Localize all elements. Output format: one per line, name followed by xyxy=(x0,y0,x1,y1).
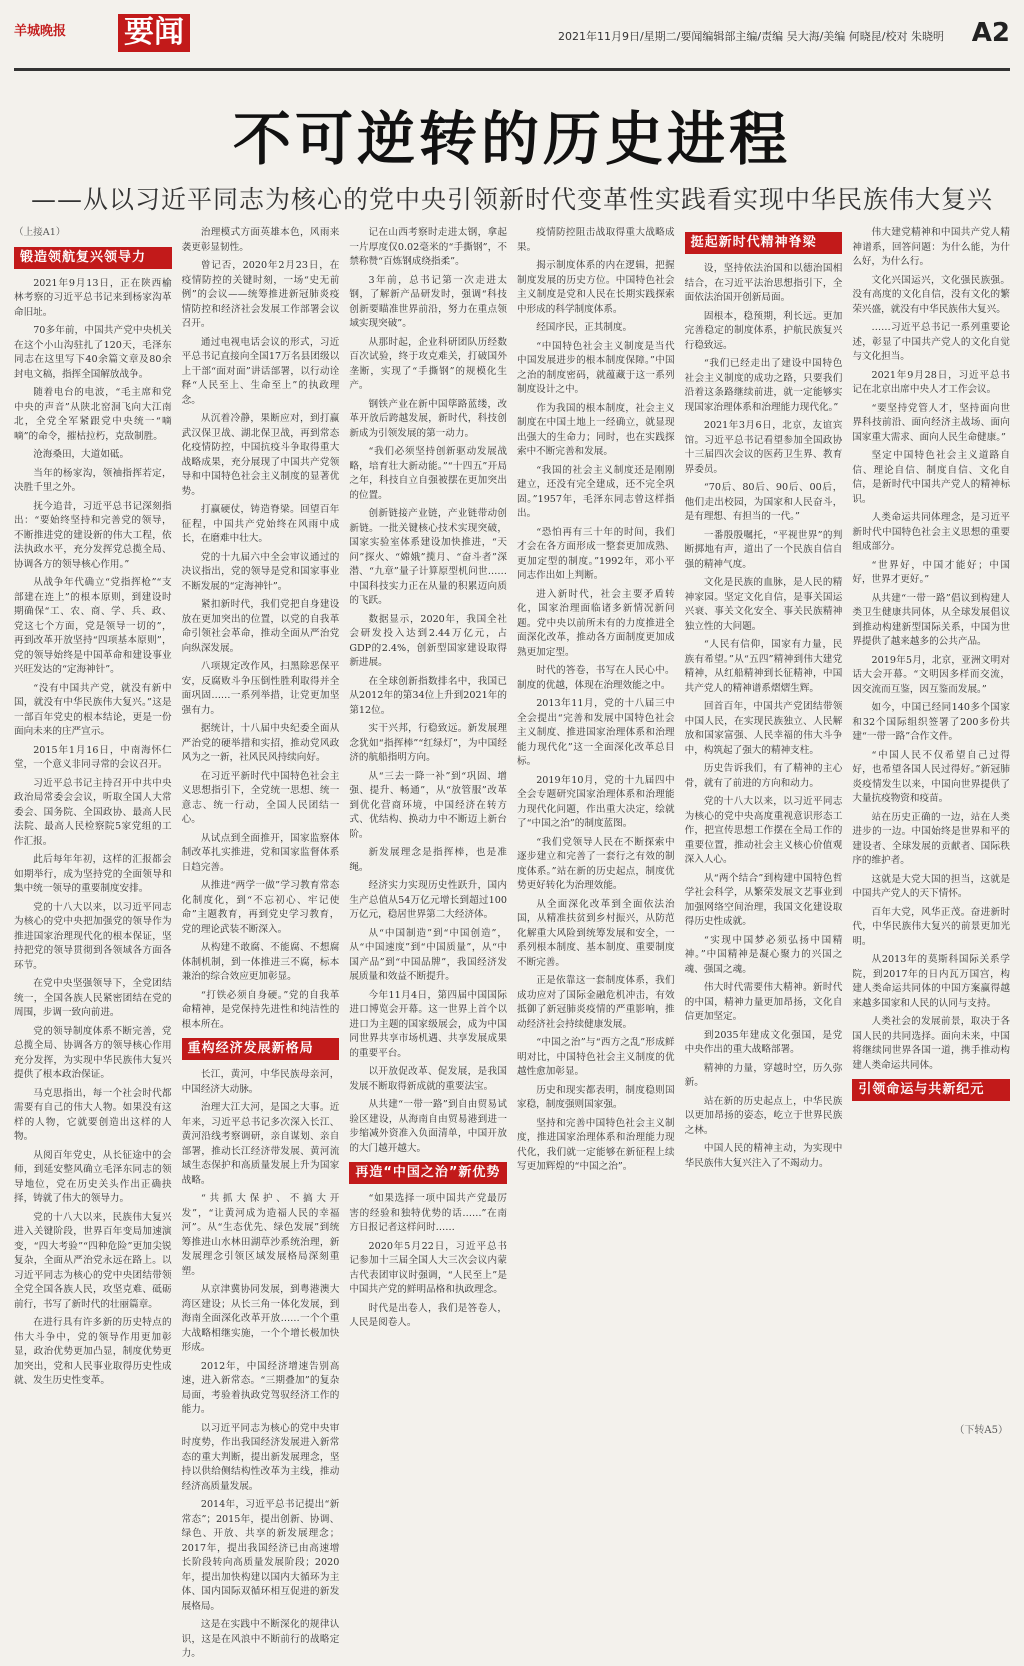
column-4 xyxy=(517,226,675,1666)
paragraph: “要坚持党管人才，坚持面向世界科技前沿、面向经济主战场、面向国家重大需求、面向人民生命健康。” xyxy=(852,402,1010,443)
paragraph: 钢铁产业在新中国筚路蓝缕，改革开放后跨越发展，新时代，科技创新成为引领发展的第一动力。 xyxy=(349,398,507,439)
paragraph: “恐怕再有三十年的时间，我们才会在各方面形成一整套更加成熟、更加定型的制度。”1992年，邓小平同志作出如上判断。 xyxy=(517,526,675,581)
paragraph: 记在山西考察时走进太钢，拿起一片厚度仅0.02毫米的“手撕钢”，不禁称赞“百炼钢成绕指柔”。 xyxy=(349,227,507,267)
paragraph: 长江，黄河，中华民族母亲河，中国经济大动脉。 xyxy=(181,1069,340,1095)
masthead xyxy=(14,8,1010,71)
paragraph: 时代的答卷，书写在人民心中。制度的优越，体现在治理效能之中。 xyxy=(517,665,675,691)
paragraph: 党的领导制度体系不断完善，党总揽全局、协调各方的领导核心作用充分发挥，为实现中华民族伟大复兴提供了根本政治保证。 xyxy=(14,1025,172,1080)
paragraph: 坚持和完善中国特色社会主义制度，推进国家治理体系和治理能力现代化，我们就一定能够在新征程上续写更加辉煌的“中国之治”。 xyxy=(517,1117,675,1172)
paragraph: “实现中国梦必须弘扬中国精神。”中国精神是凝心聚力的兴国之魂、强国之魂。 xyxy=(684,934,843,975)
paragraph: 当年的杨家沟，领袖指挥若定，决胜千里之外。 xyxy=(14,467,172,493)
paragraph: 设，坚持依法治国和以德治国相结合，在习近平法治思想指引下，全面依法治国开创新局面。 xyxy=(684,263,843,303)
paragraph: 在习近平新时代中国特色社会主义思想指引下，全党统一思想、统一意志、统一行动，全国人民团结一心。 xyxy=(181,770,340,825)
paragraph: 经济实力实现历史性跃升，国内生产总值从54万亿元增长到超过100万亿元，稳居世界第二大经济体。 xyxy=(349,880,507,920)
paragraph: 固根本，稳预期，利长远。更加完善稳定的制度体系，护航民族复兴行稳致远。 xyxy=(684,310,843,351)
paragraph: 站在历史正确的一边，站在人类进步的一边。中国始终是世界和平的建设者、全球发展的贡献者、国际秩序的维护者。 xyxy=(852,811,1010,866)
paragraph: 70多年前，中国共产党中央机关在这个小山沟驻扎了120天，毛泽东同志在这里写下40余篇文章及80余封电文稿，指挥全国解放战争。 xyxy=(14,325,172,380)
paragraph: 2019年5月，北京，亚洲文明对话大会开幕。“文明因多样而交流，因交流而互鉴，因互鉴而发展。” xyxy=(852,654,1010,695)
paragraph: “没有中国共产党，就没有新中国，就没有中华民族伟大复兴。”这是一部百年党史的根本结论，更是一份面向未来的庄严宣示。 xyxy=(14,682,172,737)
section-heading-economy: 重构经济发展新格局 xyxy=(182,1038,340,1060)
paragraph: “人民有信仰，国家有力量，民族有希望。”从“五四”精神到伟大建党精神，从红船精神到长征精神，中国共产党人的精神谱系熠熠生辉。 xyxy=(684,639,843,694)
column-1 xyxy=(14,226,172,1666)
paragraph: 创新链接产业链，产业链带动创新链。一批关键核心技术实现突破，国家实验室体系建设加快推进，“天问”探火、“嫦娥”揽月、“奋斗者”深潜、“九章”量子计算原型机问世……中国科技实力正在从量的积累迈向质的飞跃。 xyxy=(349,508,507,606)
paragraph: “共抓大保护、不搞大开发”，“让黄河成为造福人民的幸福河”。从“生态优先、绿色发展”到统筹推进山水林田湖草沙系统治理，新发展理念引领区域发展格局深刻重塑。 xyxy=(181,1193,340,1277)
paragraph: 人类命运共同体理念，是习近平新时代中国特色社会主义思想的重要组成部分。 xyxy=(852,512,1010,552)
paragraph: 从阅百年党史，从长征途中的会师，到延安整风确立毛泽东同志的领导地位，党在历史关头作出正确抉择，铸就了伟大的领导力。 xyxy=(14,1149,172,1204)
paragraph: 从“中国制造”到“中国创造”，从“中国速度”到“中国质量”，从“中国产品”到“中国品牌”，我国经济发展质量和效益不断提升。 xyxy=(349,927,507,982)
paragraph: 2021年9月28日，习近平总书记在北京出席中央人才工作会议。 xyxy=(852,369,1010,395)
paragraph: “我国的社会主义制度还是刚刚建立，还没有完全建成，还不完全巩固。”1957年，毛泽东同志曾这样指出。 xyxy=(517,464,675,519)
section-heading-shared-future: 引领命运与共新纪元 xyxy=(852,1079,1010,1101)
paragraph: 文化兴国运兴，文化强民族强。没有高度的文化自信，没有文化的繁荣兴盛，就没有中华民族伟大复兴。 xyxy=(852,274,1010,315)
paragraph: 文化是民族的血脉，是人民的精神家园。坚定文化自信，是事关国运兴衰、事关文化安全、事关民族精神独立性的大问题。 xyxy=(684,577,843,632)
paragraph: 从全面深化改革到全面依法治国，从精准扶贫到乡村振兴，从防范化解重大风险到统筹发展和安全，一系列根本制度、基本制度、重要制度不断完善。 xyxy=(517,898,675,968)
column-3-body xyxy=(349,226,507,1156)
continued-from-note: （上接A1） xyxy=(14,227,66,238)
paragraph: “我们党领导人民在不断探索中逐步建立和完善了一套行之有效的制度体系。”站在新的历史起点，制度优势更好转化为治理效能。 xyxy=(517,836,675,891)
paragraph: 从试点到全面推开，国家监察体制改革扎实推进，党和国家监督体系日趋完善。 xyxy=(181,832,340,873)
paragraph: 2013年11月，党的十八届三中全会提出“完善和发展中国特色社会主义制度、推进国家治理体系和治理能力现代化”这一全面深化改革总目标。 xyxy=(517,698,675,767)
issue-line: 2021年11月9日/星期二/要闻编辑部主编/责编 吴大海/美编 何晓昆/校对 朱晓明 xyxy=(557,30,944,43)
paragraph: 3年前，总书记第一次走进太钢，了解新产品研发时，强调“科技创新要瞄准世界前沿，努力在重点领域实现突破”。 xyxy=(349,274,507,329)
paragraph: ……习近平总书记一系列重要论述，彰显了中国共产党人的文化自觉与文化担当。 xyxy=(852,322,1010,362)
section-heading-leadership: 锻造领航复兴领导力 xyxy=(14,247,172,269)
paragraph: 站在新的历史起点上，中华民族以更加昂扬的姿态，屹立于世界民族之林。 xyxy=(684,1095,843,1136)
paragraph: 八项规定改作风，扫黑除恶保平安，反腐败斗争压倒性胜利取得并全面巩固……一系列举措，让党更加坚强有力。 xyxy=(181,661,340,716)
paragraph: “如果选择一项中国共产党最厉害的经验和独特优势的话……”在南方日报记者这样问时…… xyxy=(349,1193,507,1233)
paragraph: 紧扣新时代，我们党把自身建设放在更加突出的位置，以党的自我革命引领社会革命，推动全面从严治党向纵深发展。 xyxy=(181,599,340,654)
paragraph: 这就是大党大国的担当，这就是中国共产党人的天下情怀。 xyxy=(852,873,1010,899)
paragraph: 此后每年年初，这样的汇报都会如期举行，成为坚持党的全面领导和集中统一领导的重要制度安排。 xyxy=(14,854,172,894)
paragraph: 如今，中国已经同140多个国家和32个国际组织签署了200多份共建“一带一路”合作文件。 xyxy=(852,702,1010,742)
paragraph: 揭示制度体系的内在逻辑，把握制度发展的历史方位。中国特色社会主义制度是党和人民在长期实践探索中形成的科学制度体系。 xyxy=(517,260,675,315)
paragraph: 新发展理念是指挥棒，也是准绳。 xyxy=(349,847,507,873)
paragraph: 经国序民，正其制度。 xyxy=(536,322,633,333)
paragraph: 以习近平同志为核心的党中央审时度势，作出我国经济发展进入新常态的重大判断，提出新发展理念，坚持以供给侧结构性改革为主线，推动经济高质量发展。 xyxy=(181,1422,340,1492)
column-5 xyxy=(685,226,843,1666)
column-6 xyxy=(852,226,1010,1666)
column-2 xyxy=(182,226,340,1666)
paragraph: 从“三去一降一补”到“巩固、增强、提升、畅通”，从“放管服”改革到优化营商环境，中国经济在转方式、优结构、换动力中不断迈上新台阶。 xyxy=(349,770,507,840)
section-heading-governance: 再造“中国之治”新优势 xyxy=(349,1162,507,1184)
column-4-body xyxy=(517,226,675,1175)
page-subheadline: ——从以习近平同志为核心的党中央引领新时代变革性实践看实现中华民族伟大复兴 xyxy=(30,185,993,214)
paragraph: 到2035年建成文化强国，是党中央作出的重大战略部署。 xyxy=(684,1029,843,1055)
paragraph: 在党中央坚强领导下，全党团结统一，全国各族人民紧密团结在党的周围，步调一致向前进。 xyxy=(14,978,172,1018)
paragraph: 正是依靠这一套制度体系，我们成功应对了国际金融危机冲击，有效抵御了新冠肺炎疫情的严重影响，推动经济社会持续健康发展。 xyxy=(517,975,675,1030)
newspaper-logo[interactable]: 羊城晚报 xyxy=(14,24,67,39)
column-5-body xyxy=(685,262,843,1171)
paragraph: 从那时起，企业科研团队历经数百次试验，终于攻克难关，打破国外垄断，实现了“手撕钢”的规模化生产。 xyxy=(349,336,507,391)
paragraph: 历史和现实都表明，制度稳则国家稳，制度强则国家强。 xyxy=(517,1084,675,1110)
paragraph: “打铁必须自身硬。”党的自我革命精神，是党保持先进性和纯洁性的根本所在。 xyxy=(181,989,340,1030)
column-1-body xyxy=(14,277,172,1389)
paragraph: 党的十九届六中全会审议通过的决议指出，党的领导是党和国家事业不断发展的“定海神针”。 xyxy=(181,551,340,592)
paragraph: “我们必须坚持创新驱动发展战略，培育壮大新动能。”“十四五”开局之年，科技自立自强被摆在更加突出的位置。 xyxy=(349,446,507,501)
paragraph: 随着电台的电波，“毛主席和党中央的声音”从陕北窑洞飞向大江南北，全党全军紧跟党中央统一“嘀嘀”的命令，摧枯拉朽，克敌制胜。 xyxy=(14,387,172,442)
paragraph: 从2013年的莫斯科国际关系学院，到2017年的日内瓦万国宫，构建人类命运共同体的中国方案赢得越来越多国家和人民的认同与支持。 xyxy=(852,954,1010,1009)
paragraph: 百年大党，风华正茂。奋进新时代，中华民族伟大复兴的前景更加光明。 xyxy=(852,906,1010,947)
paragraph: 疫情防控阻击战取得重大战略成果。 xyxy=(517,227,675,253)
paragraph: 伟大建党精神和中国共产党人精神谱系，回答问题：为什么能，为什么好，为什么行。 xyxy=(852,227,1010,267)
paragraph: 通过电视电话会议的形式，习近平总书记直接向全国17万名县团级以上干部“面对面”讲话部署，以行动诠释“人民至上、生命至上”的执政理念。 xyxy=(181,336,340,406)
paragraph: 2021年3月6日，北京，友谊宾馆。习近平总书记看望参加全国政协十三届四次会议的医药卫生界、教育界委员。 xyxy=(684,420,843,475)
paragraph: “中国特色社会主义制度是当代中国发展进步的根本制度保障。”中国之治的制度密码，就蕴藏于这一系列制度设计之中。 xyxy=(517,340,675,395)
paragraph: 马克思指出，每一个社会时代都需要有自己的伟大人物。如果没有这样的人物，它就要创造出这样的人物。 xyxy=(14,1087,172,1142)
column-3-body-b xyxy=(349,1192,507,1331)
paragraph: “世界好，中国才能好；中国好，世界才更好。” xyxy=(852,559,1010,585)
paragraph: 历史告诉我们，有了精神的主心骨，就有了前进的方向和动力。 xyxy=(684,763,843,789)
paragraph: 曾记否，2020年2月23日，在疫情防控的关键时刻，一场“史无前例”的会议——统筹推进新冠肺炎疫情防控和经济社会发展工作部署会议召开。 xyxy=(181,260,340,329)
paragraph: 从京津冀协同发展，到粤港澳大湾区建设；从长三角一体化发展，到海南全面深化改革开放……一个个重大战略相继实施，一个个增长极加快形成。 xyxy=(181,1284,340,1353)
paragraph: 进入新时代，社会主要矛盾转化，国家治理面临诸多新情况新问题。党中央以前所未有的力度推进全面深化改革，推动各方面制度更加成熟更加定型。 xyxy=(517,588,675,658)
paragraph: 从构建不敢腐、不能腐、不想腐体制机制，到一体推进三不腐，标本兼治的综合效应更加彰显。 xyxy=(181,942,340,982)
paragraph: 从战争年代确立“党指挥枪”“支部建在连上”的根本原则，到建设时期确保“工、农、商、学、兵、政、党这七个方面，党是领导一切的”，再到改革开放坚持“四项基本原则”，党的领导始终是中国革命和建设事业兴旺发达的“定海神针”。 xyxy=(14,577,172,675)
paragraph: “70后、80后、90后、00后，他们走出校园，为国家和人民奋斗，是有理想、有担当的一代。” xyxy=(684,482,843,522)
paragraph: “中国之治”与“西方之乱”形成鲜明对比，中国特色社会主义制度的优越性愈加彰显。 xyxy=(517,1037,675,1077)
paragraph: “中国人民不仅希望自己过得好，也希望各国人民过得好。”新冠肺炎疫情发生以来，中国向世界提供了大量抗疫物资和疫苗。 xyxy=(852,749,1010,804)
paragraph: 一番殷殷嘱托，“平视世界”的判断掷地有声，道出了一个民族自信自强的精神气度。 xyxy=(684,529,843,570)
paragraph: 数据显示，2020年，我国全社会研发投入达到2.44万亿元，占GDP的2.4%，创新型国家建设取得新进展。 xyxy=(349,613,507,668)
column-2-body xyxy=(182,226,340,1032)
paragraph: 2012年，中国经济增速告别高速，进入新常态。“三期叠加”的复杂局面，考验着执政党驾驭经济工作的能力。 xyxy=(181,1360,340,1415)
paragraph: 治理大江大河，是国之大事。近年来，习近平总书记多次深入长江、黄河沿线考察调研，亲自谋划、亲自部署，推动长江经济带发展、黄河流域生态保护和高质量发展上升为国家战略。 xyxy=(181,1102,340,1186)
paragraph: 实干兴邦，行稳致远。新发展理念犹如“指挥棒”“红绿灯”，为中国经济的航船指明方向。 xyxy=(349,723,507,763)
paragraph: 这是在实践中不断深化的规律认识，这是在风浪中不断前行的战略定力。 xyxy=(181,1619,340,1659)
paragraph: 时代是出卷人，我们是答卷人，人民是阅卷人。 xyxy=(349,1302,507,1328)
page-headline: 不可逆转的历史进程 xyxy=(232,105,791,173)
paragraph: 回首百年，中国共产党团结带领中国人民，在实现民族独立、人民解放和国家富强、人民幸福的伟大斗争中，构筑起了强大的精神支柱。 xyxy=(684,701,843,756)
paragraph: 从共建“一带一路”倡议到构建人类卫生健康共同体，从全球发展倡议到推动构建新型国际关系，中国为世界提供了越来越多的公共产品。 xyxy=(852,592,1010,647)
paragraph: 人类社会的发展前景，取决于各国人民的共同选择。面向未来，中国将继续同世界各国一道，携手推动构建人类命运共同体。 xyxy=(852,1016,1010,1071)
paragraph: 2021年9月13日，正在陕西榆林考察的习近平总书记来到杨家沟革命旧址。 xyxy=(14,277,172,318)
paragraph: 2014年，习近平总书记提出“新常态”；2015年，提出创新、协调、绿色、开放、共享的新发展理念；2017年，提出我国经济已由高速增长阶段转向高质量发展阶段；2020年，提出加快构建以国内大循环为主体、国内国际双循环相互促进的新发展格局。 xyxy=(181,1499,340,1612)
section-badge: 要闻 xyxy=(118,14,190,52)
section-heading-spirit: 挺起新时代精神脊梁 xyxy=(685,232,843,254)
paragraph: 在全球创新指数排名中，我国已从2012年的第34位上升到2021年的第12位。 xyxy=(349,675,507,716)
paragraph: 2020年5月22日，习近平总书记参加十三届全国人大三次会议内蒙古代表团审议时强调，“人民至上”是中国共产党的鲜明品格和执政理念。 xyxy=(349,1240,507,1295)
column-3 xyxy=(349,226,507,1666)
column-2-body-b xyxy=(182,1068,340,1662)
paragraph: 今年11月4日，第四届中国国际进口博览会开幕。这一世界上首个以进口为主题的国家级展会，成为中国同世界共享市场机遇、共享发展成果的重要平台。 xyxy=(349,989,507,1059)
paragraph: 精神的力量，穿越时空，历久弥新。 xyxy=(684,1062,843,1088)
paragraph: 据统计，十八届中央纪委全面从严治党的硬举措和实招，推动党风政风为之一新，社风民风持续向好。 xyxy=(181,723,340,763)
paragraph: 从“两个结合”到构建中国特色哲学社会科学，从繁荣发展文艺事业到加强网络空间治理，我国文化建设取得历史性成就。 xyxy=(684,872,843,927)
page-number: A2 xyxy=(971,18,1010,48)
paragraph: 2019年10月，党的十九届四中全会专题研究国家治理体系和治理能力现代化问题，作出重大决定，绘就了“中国之治”的制度蓝图。 xyxy=(517,774,675,829)
paragraph: 伟大时代需要伟大精神。新时代的中国，精神力量更加昂扬，文化自信更加坚定。 xyxy=(684,982,843,1022)
paragraph: 党的十八大以来，以习近平同志为核心的党中央把加强党的领导作为推进国家治理现代化的根本保证，坚持把党的领导贯彻到各领域各方面各环节。 xyxy=(14,901,172,971)
paragraph: 2015年1月16日，中南海怀仁堂，一个意义非同寻常的会议召开。 xyxy=(14,744,172,770)
paragraph: “我们已经走出了建设中国特色社会主义制度的成功之路，只要我们沿着这条路继续前进，就一定能够实现国家治理体系和治理能力现代化。” xyxy=(684,358,843,413)
paragraph: 党的十八大以来，以习近平同志为核心的党中央高度重视意识形态工作，把宣传思想工作摆在全局工作的重要位置，推动社会主义核心价值观深入人心。 xyxy=(684,796,843,865)
paragraph: 中国人民的精神主动，为实现中华民族伟大复兴注入了不竭动力。 xyxy=(684,1143,843,1169)
paragraph: 沧海桑田，大道如砥。 xyxy=(33,449,130,460)
paragraph: 作为我国的根本制度，社会主义制度在中国土地上一经确立，就显现出强大的生命力；同时，也在实践探索中不断完善和发展。 xyxy=(517,402,675,457)
paragraph: 从共建“一带一路”到自由贸易试验区建设，从海南自由贸易港到进一步缩减外资准入负面清单，中国开放的大门越开越大。 xyxy=(349,1099,507,1154)
paragraph: 抚今追昔，习近平总书记深刻指出：“要始终坚持和完善党的领导，不断推进党的建设新的伟大工程，依法执政水平，充分发挥党总揽全局、协调各方的领导核心作用。” xyxy=(14,500,172,570)
paragraph: 从推进“两学一做”学习教育常态化制度化，到“不忘初心、牢记使命”主题教育，再到党史学习教育，党的理论武装不断深入。 xyxy=(181,880,340,935)
paragraph: 坚定中国特色社会主义道路自信、理论自信、制度自信、文化自信，是新时代中国共产党人的精神标识。 xyxy=(852,450,1010,505)
paragraph: 以开放促改革、促发展，是我国发展不断取得新成就的重要法宝。 xyxy=(349,1066,507,1092)
paragraph: 党的十八大以来，民族伟大复兴进入关键阶段，世界百年变局加速演变，“四大考验”“四种危险”更加尖锐复杂，全面从严治党永远在路上。以习近平同志为核心的党中央团结带领全党全国各族人民，攻坚克难、砥砺前行，书写了新时代的壮丽篇章。 xyxy=(14,1211,172,1310)
paragraph: 治理模式方面英雄本色，风雨来袭更彰显韧性。 xyxy=(181,227,340,253)
continued-on-note: （下转A5） xyxy=(954,1425,1008,1436)
paragraph: 从沉着冷静，果断应对，到打赢武汉保卫战、湖北保卫战，再到常态化疫情防控，中国抗疫斗争取得重大战略成果，充分展现了中国共产党领导和中国特色社会主义制度的显著优势。 xyxy=(181,413,340,497)
paragraph: 在进行具有许多新的历史特点的伟大斗争中，党的领导作用更加彰显，政治优势更加凸显，制度优势更加突出，党和人民事业取得历史性成就、发生历史性变革。 xyxy=(14,1317,172,1386)
paragraph: 打赢硬仗，铸造脊梁。回望百年征程，中国共产党始终在风雨中成长，在磨难中壮大。 xyxy=(181,504,340,544)
paragraph: 习近平总书记主持召开中共中央政治局常委会会议，听取全国人大常委会、国务院、全国政协、最高人民法院、最高人民检察院5家党组的工作汇报。 xyxy=(14,777,172,847)
column-6-body xyxy=(852,226,1010,1073)
